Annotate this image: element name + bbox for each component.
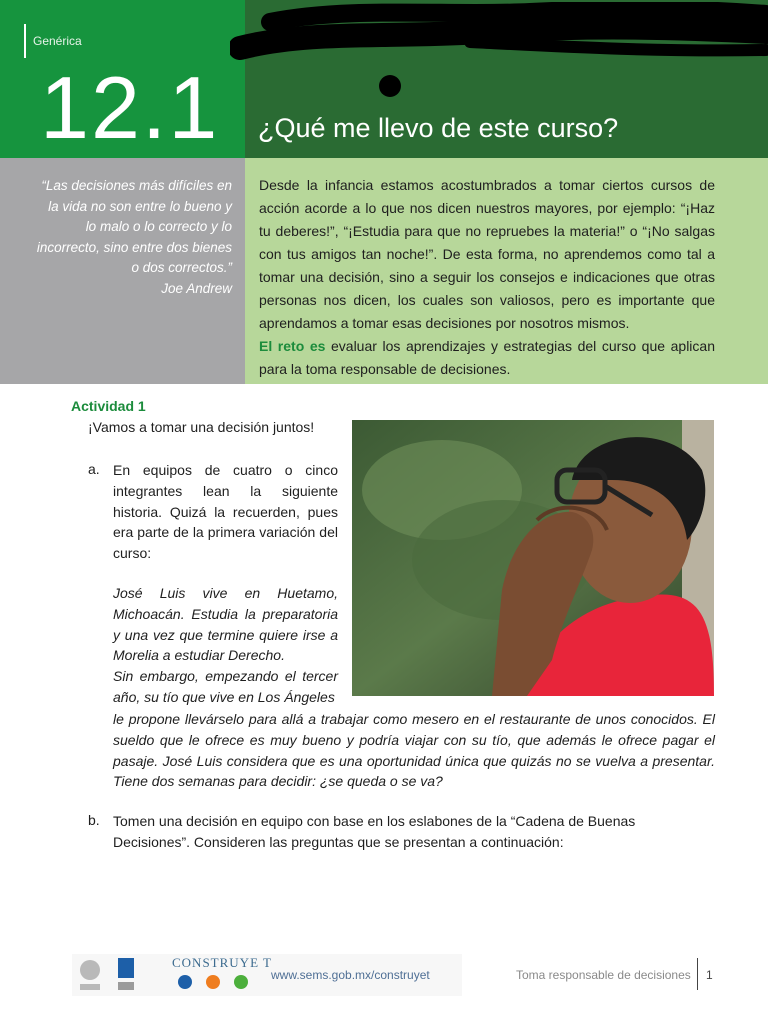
story-text-part1 <box>113 583 338 708</box>
construye-t-logo: CONSTRUYE T <box>172 955 272 970</box>
quote-text: “Las decisiones más difíciles en la vida no son entre lo bueno y lo malo o lo correcto y lo incorrecto, sino entre dos bienes o dos correctos.” <box>36 178 232 275</box>
story-intro: José Luis vive en Huetamo, Michoacán. Estudia la preparatoria y una vez que termine quiere irse a Morelia a estudiar Derecho. <box>113 585 338 664</box>
story-continuation: Sin embargo, empezando el tercer año, su tío que vive en Los Ángeles <box>113 668 338 705</box>
intro-paragraph: Desde la infancia estamos acostumbrados a tomar ciertos cursos de acción acorde a lo que nos dicen nuestros mayores, por ejemplo: “¡Haz tu deberes!”, “¡Estudia para que no repruebes la materia!” o “¡No salgas con tus amigos tan noche!”. De esta forma, no aprendemos como tal a tomar una decisión, sino a seguir los consejos e indicaciones que otras personas nos dicen, los cuales son valiosos, pero es importante que aprendamos a tomar esas decisiones por nosotros mismos. <box>259 177 715 331</box>
footer-url[interactable]: www.sems.gob.mx/construyet <box>271 968 430 982</box>
quote-author: Joe Andrew <box>161 280 232 296</box>
category-label: Genérica <box>33 34 82 48</box>
footer-divider <box>697 958 698 990</box>
footer-section-title: Toma responsable de decisiones <box>516 968 691 982</box>
redaction-scribble <box>230 2 768 62</box>
student-photo <box>352 420 714 696</box>
activity-subtitle: ¡Vamos a tomar una decisión juntos! <box>88 419 315 435</box>
item-b-label: b. <box>88 812 100 828</box>
item-a-text: En equipos de cuatro o cinco integrantes lean la siguiente historia. Quizá la recuerden, pues era parte de la primera variación del curso: <box>113 462 338 562</box>
story-text-part2: le propone llevárselo para allá a trabajar como mesero en el restaurante de unos conocidos. El sueldo que le ofrece es muy bueno y podría viajar con su tío, que además le ofrece pagar el pasaje. José Luis considera que es una oportunidad única que quizás no se vuelva a presentar. Tiene dos semanas para decidir: ¿se queda o se va? <box>113 711 715 790</box>
redaction-dot <box>379 75 401 97</box>
lesson-number: 12.1 <box>40 58 220 157</box>
header-divider <box>24 24 26 58</box>
page-title: ¿Qué me llevo de este curso? <box>258 113 619 143</box>
page-number: 1 <box>706 968 713 982</box>
challenge-label: El reto es <box>259 338 326 354</box>
activity-title: Actividad 1 <box>71 398 146 414</box>
item-a-label: a. <box>88 461 100 477</box>
quote <box>36 176 232 299</box>
intro-text <box>259 174 715 381</box>
challenge-text: evaluar los aprendizajes y estrategias del curso que aplican para la toma responsable de decisiones. <box>259 338 715 377</box>
item-b-text: Tomen una decisión en equipo con base en los eslabones de la “Cadena de Buenas Decisiones”. Consideren las preguntas que se presentan a continuación: <box>113 813 636 850</box>
